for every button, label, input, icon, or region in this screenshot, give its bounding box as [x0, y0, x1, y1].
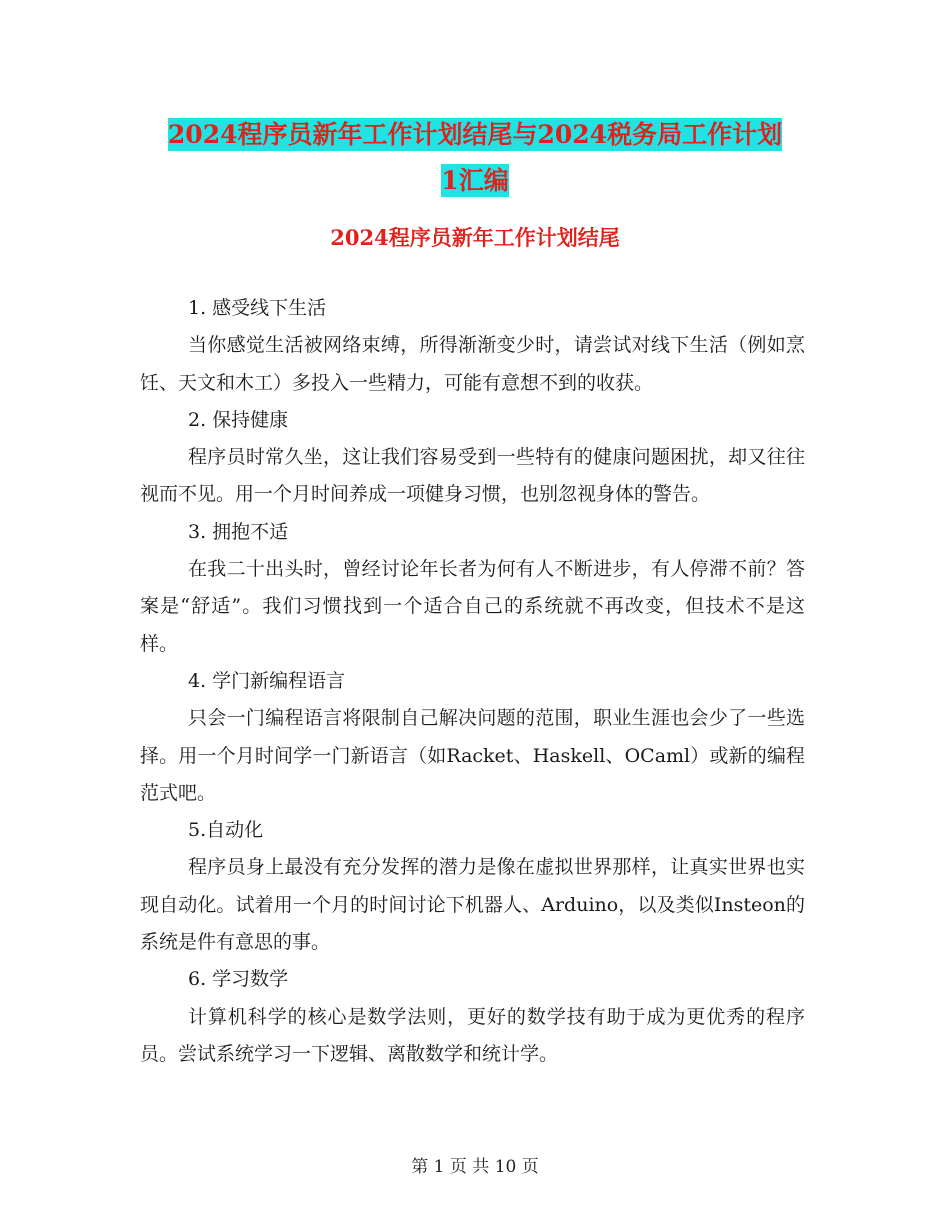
document-body — [140, 290, 805, 1073]
document-title-line2: 1汇编 — [441, 166, 509, 195]
item-paragraph: 只会一门编程语言将限制自己解决问题的范围，职业生涯也会少了一些选择。用一个月时间学一门新语言（如Racket、Haskell、OCaml）或新的编程范式吧。 — [140, 707, 805, 804]
item-heading: 1. 感受线下生活 — [188, 297, 327, 319]
item-paragraph: 当你感觉生活被网络束缚，所得渐渐变少时，请尝试对线下生活（例如烹饪、天文和木工）多投入一些精力，可能有意想不到的收获。 — [140, 334, 805, 394]
document-title-line1: 2024程序员新年工作计划结尾与2024税务局工作计划 — [167, 120, 783, 149]
item-heading: 5.自动化 — [188, 819, 264, 842]
item-paragraph: 程序员身上最没有充分发挥的潜力是像在虚拟世界那样，让真实世界也实现自动化。试着用一个月的时间讨论下机器人、Arduino，以及类似Insteon的系统是件有意思的事。 — [140, 856, 805, 954]
section-title: 2024程序员新年工作计划结尾 — [330, 225, 620, 250]
item-heading: 6. 学习数学 — [188, 968, 289, 991]
item-paragraph: 程序员时常久坐，这让我们容易受到一些特有的健康问题困扰，却又往往视而不见。用一个月时间养成一项健身习惯，也别忽视身体的警告。 — [140, 446, 805, 506]
document-title — [140, 112, 810, 204]
item-heading: 3. 拥抱不适 — [188, 520, 289, 543]
item-heading: 4. 学门新编程语言 — [188, 669, 346, 692]
item-paragraph: 计算机科学的核心是数学法则，更好的数学技有助于成为更优秀的程序员。尝试系统学习一下逻辑、离散数学和统计学。 — [140, 1005, 805, 1065]
item-paragraph: 在我二十出头时，曾经讨论年长者为何有人不断进步，有人停滞不前？答案是“舒适”。我们习惯找到一个适合自己的系统就不再改变，但技术不是这样。 — [140, 558, 805, 655]
page-number-footer: 第 1 页 共 10 页 — [411, 1157, 539, 1177]
item-heading: 2. 保持健康 — [188, 408, 289, 431]
